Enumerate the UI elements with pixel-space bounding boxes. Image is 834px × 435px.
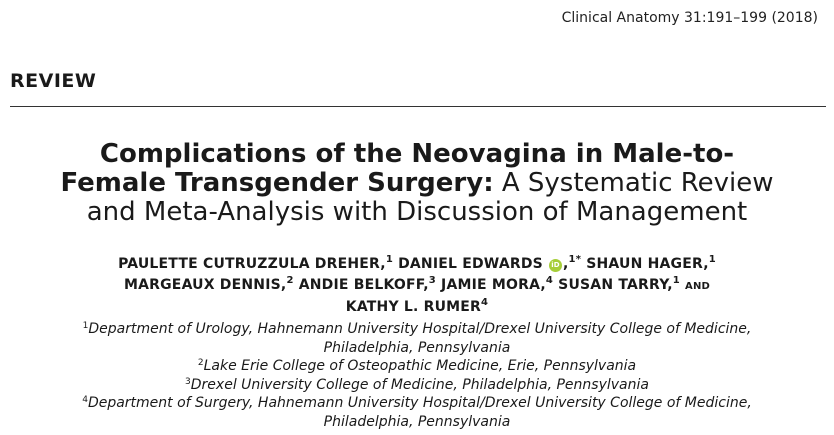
author-name: ANDIE BELKOFF, (298, 277, 429, 293)
title-line-2-bold: Female Transgender Surgery: (60, 168, 494, 198)
author-name: MARGEAUX DENNIS, (123, 277, 287, 293)
header-divider (10, 106, 826, 107)
section-label: REVIEW (10, 70, 97, 92)
author-name: JAMIE MORA, (441, 277, 546, 293)
author-name: PAULETTE CUTRUZZULA DREHER, (118, 256, 386, 272)
authors-and: AND (685, 281, 711, 292)
affiliation-text: Department of Surgery, Hahnemann University Hospital/Drexel University College of Medicine, (87, 395, 752, 411)
title-line-2-subtitle: A Systematic Review (493, 168, 774, 198)
affiliation-text: Philadelphia, Pennsylvania (323, 339, 511, 356)
author-affiliation-mark: 1* (568, 254, 582, 265)
author-name: SHAUN HAGER, (586, 256, 709, 272)
article-title (0, 140, 834, 227)
author-affiliation-mark: 4 (481, 297, 489, 308)
author-affiliation-mark: 4 (545, 275, 554, 286)
affiliation-mark: 1 (82, 321, 89, 331)
author-affiliation-mark: 1 (385, 254, 393, 265)
affiliation-text: Philadelphia, Pennsylvania (323, 413, 511, 430)
affiliation-text: Drexel University College of Medicine, Philadelphia, Pennsylvania (190, 376, 649, 393)
orcid-icon[interactable]: iD (549, 259, 562, 272)
author-list: PAULETTE CUTRUZZULA DREHER,$^1$ DANIEL EDWARDS iD ,$^{1*}$ SHAUN HAGER,$^1$ MARGEAUX DENNIS,$^2$ ANDIE BELKOFF,$^3$ JAMIE MORA,$^4$ SUSAN TARRY,$^1$ AND KATHY L. RUMER$^4$ (118, 254, 716, 315)
title-line-3: and Meta-Analysis with Discussion of Management (86, 197, 748, 227)
title-line-1: Complications of the Neovagina in Male-to- (99, 139, 735, 169)
author-affiliation-mark: 1 (672, 275, 680, 286)
affiliation-mark: 4 (82, 395, 88, 405)
affiliation-mark: 2 (197, 358, 204, 368)
affiliation-text: Department of Urology, Hahnemann University Hospital/Drexel University College of Medicine, (88, 321, 752, 337)
affiliation-mark: 3 (185, 376, 191, 387)
author-name: SUSAN TARRY, (558, 277, 673, 293)
affiliation-text: Lake Erie College of Osteopathic Medicine, Erie, Pennsylvania (203, 358, 637, 374)
author-name: KATHY L. RUMER (345, 299, 482, 315)
author-affiliation-mark: 3 (428, 275, 436, 286)
author-affiliation-mark: 2 (286, 275, 294, 286)
affiliation-list (0, 320, 834, 431)
author-name: DANIEL EDWARDS (398, 256, 543, 272)
journal-citation: Clinical Anatomy 31:191–199 (2018) (561, 10, 818, 26)
author-affiliation-mark: 1 (708, 254, 716, 265)
